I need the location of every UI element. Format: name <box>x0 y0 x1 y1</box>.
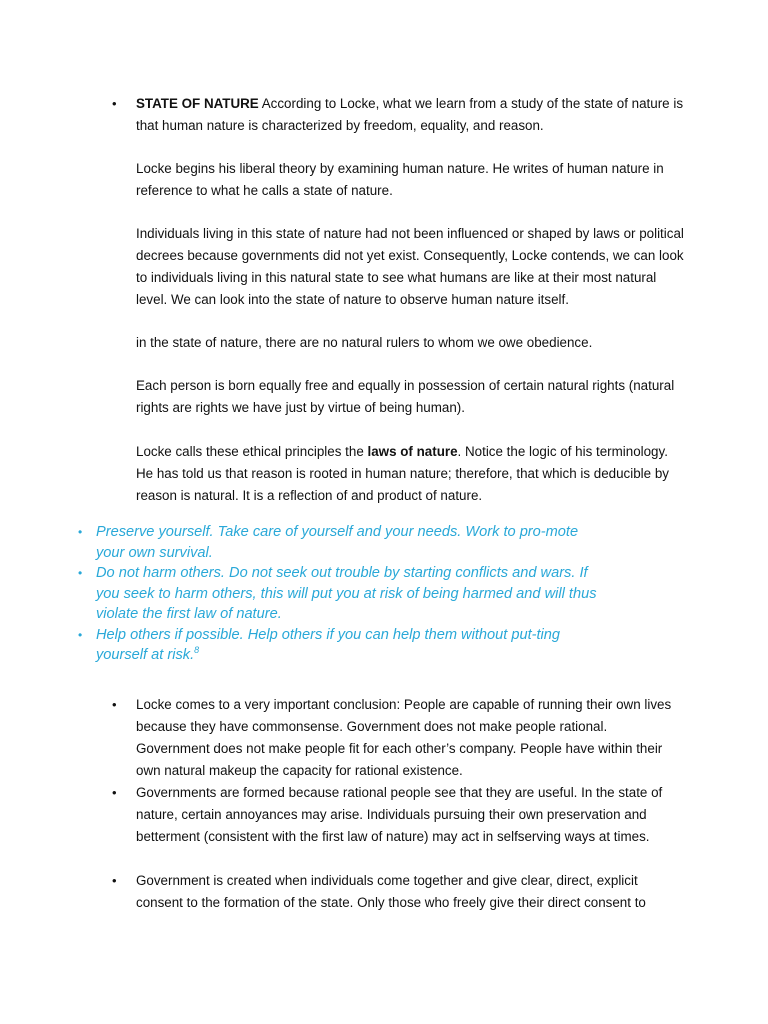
laws-of-nature-term: laws of nature <box>367 444 458 459</box>
paragraph-no-rulers <box>136 332 684 354</box>
paragraph-intro <box>136 93 684 137</box>
bullet-marker: • <box>112 697 117 712</box>
paragraph-liberal-theory <box>136 158 684 202</box>
bullet-conclusion <box>136 694 684 782</box>
bullet-marker: • <box>112 873 117 888</box>
paragraph-text: in the state of nature, there are no natural rulers to whom we owe obedience. <box>136 335 593 350</box>
text-run: . Notice the logic of his terminology. He has told us that reason is rooted in human nature; therefore, that which is deducible by reason is natural. It is a reflection of and product of nature. <box>136 444 669 503</box>
section-heading: STATE OF NATURE <box>136 96 259 111</box>
paragraph-text: Each person is born equally free and equally in possession of certain natural rights (natural rights are rights we have just by virtue of being human). <box>136 378 675 415</box>
excerpt-item <box>78 625 598 666</box>
bullet-governments-formed <box>136 782 684 848</box>
text-run: Locke calls these ethical principles the <box>136 444 368 459</box>
intro-text: According to Locke, what we learn from a study of the state of nature is that human nature is characterized by freedom, equality, and reason. <box>136 96 684 133</box>
bullet-marker: • <box>112 785 117 800</box>
bullet-marker: • <box>112 96 117 111</box>
bullet-consent <box>136 870 684 914</box>
footnote-marker: 8 <box>194 645 200 656</box>
excerpt-item <box>78 563 598 625</box>
excerpt-text: Preserve yourself. Take care of yourself and your needs. Work to pro-mote your own survival. <box>96 524 579 561</box>
paragraph-laws-of-nature <box>136 441 684 507</box>
excerpt-text: Help others if possible. Help others if you can help them without put-ting yourself at risk. <box>96 626 561 663</box>
bullet-text: Locke comes to a very important conclusion: People are capable of running their own lives because they have commonsense. Government does not make people rational. Government does not make people fit for each other’s company. People have within their own natural makeup the capacity for rational existence. <box>136 697 672 778</box>
excerpt-bullet: • <box>78 627 83 642</box>
paragraph-natural-rights <box>136 375 684 419</box>
paragraph-text: Individuals living in this state of nature had not been influenced or shaped by laws or political decrees because governments did not yet exist. Consequently, Locke contends, we can look to individuals living in this natural state to see what humans are like at their most natural level. We can look into the state of nature to observe human nature itself. <box>136 226 684 307</box>
excerpt-bullet: • <box>78 566 83 580</box>
excerpt-text: Do not harm others. Do not seek out trouble by starting conflicts and wars. If you seek to harm others, this will put you at risk of being harmed and will thus violate the first law of nature. <box>96 565 597 622</box>
paragraph-text <box>136 441 684 507</box>
laws-of-nature-excerpt <box>78 522 598 666</box>
excerpt-item <box>78 522 598 563</box>
excerpt-bullet: • <box>78 525 83 539</box>
bullet-text: Government is created when individuals come together and give clear, direct, explicit consent to the formation of the state. Only those who freely give their direct consent to <box>136 873 646 910</box>
paragraph-text: Locke begins his liberal theory by examining human nature. He writes of human nature in reference to what he calls a state of nature. <box>136 161 664 198</box>
bullet-text: Governments are formed because rational people see that they are useful. In the state of nature, certain annoyances may arise. Individuals pursuing their own preservation and betterment (consistent with the first law of nature) may act in selfserving ways at times. <box>136 785 663 844</box>
state-of-nature-section <box>136 93 684 137</box>
paragraph-individuals <box>136 223 684 311</box>
